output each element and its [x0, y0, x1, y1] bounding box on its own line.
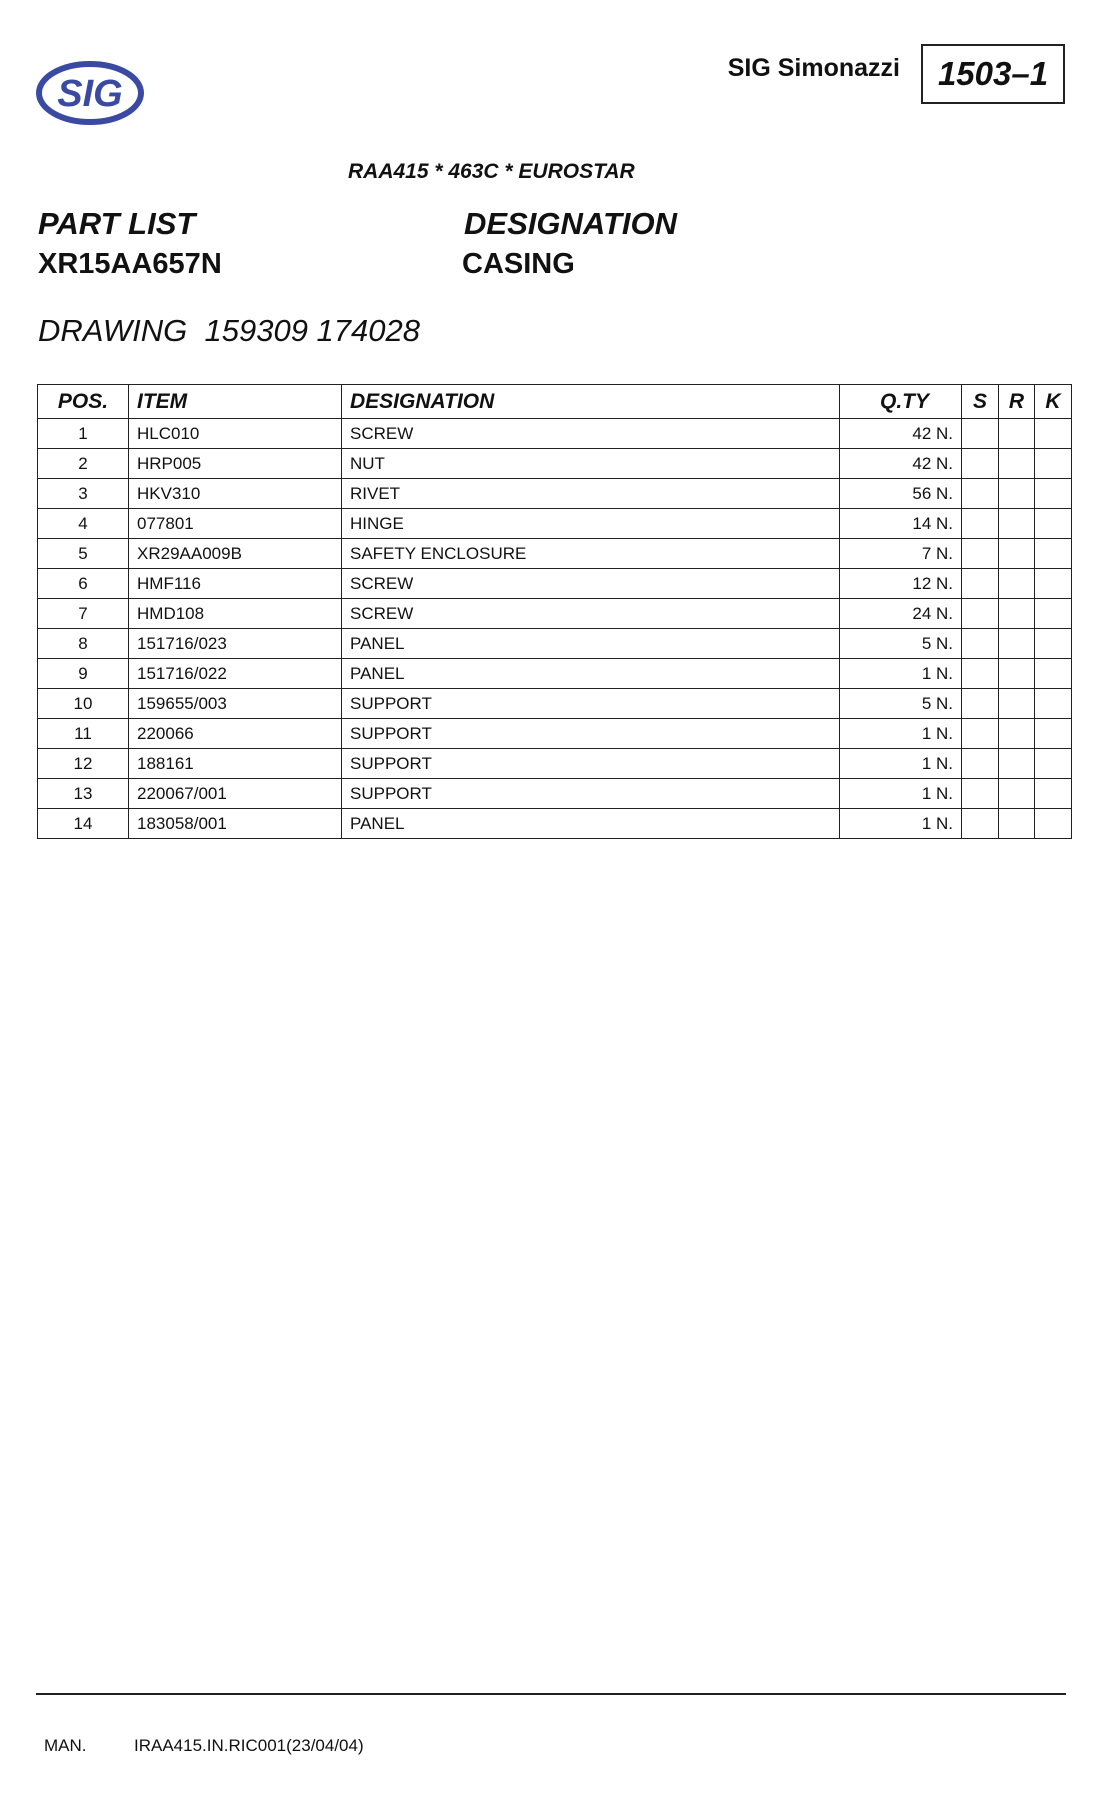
item-cell: 077801: [129, 509, 342, 539]
item-cell: 188161: [129, 749, 342, 779]
item-cell: 220067/001: [129, 779, 342, 809]
table-row: [38, 779, 1072, 809]
k-cell: [1035, 689, 1072, 719]
qty-cell: 24 N.: [840, 599, 962, 629]
k-cell: [1035, 449, 1072, 479]
pos-cell: 3: [38, 479, 129, 509]
designation-cell: SUPPORT: [342, 689, 840, 719]
designation-cell: SCREW: [342, 599, 840, 629]
footer-rule: [36, 1693, 1066, 1695]
s-cell: [962, 569, 999, 599]
s-cell: [962, 809, 999, 839]
part-list-number: XR15AA657N: [38, 248, 222, 280]
designation-cell: PANEL: [342, 629, 840, 659]
designation-cell: RIVET: [342, 479, 840, 509]
item-cell: HKV310: [129, 479, 342, 509]
k-cell: [1035, 629, 1072, 659]
designation-cell: SAFETY ENCLOSURE: [342, 539, 840, 569]
table-row: [38, 629, 1072, 659]
pos-cell: 9: [38, 659, 129, 689]
qty-cell: 42 N.: [840, 419, 962, 449]
designation-cell: SUPPORT: [342, 719, 840, 749]
item-cell: HMF116: [129, 569, 342, 599]
parts-table: [37, 384, 1072, 839]
r-cell: [999, 449, 1035, 479]
qty-cell: 1 N.: [840, 719, 962, 749]
k-cell: [1035, 599, 1072, 629]
designation-cell: SUPPORT: [342, 779, 840, 809]
col-item-header: ITEM: [129, 385, 342, 419]
company-name: SIG Simonazzi: [727, 54, 900, 82]
r-cell: [999, 659, 1035, 689]
r-cell: [999, 539, 1035, 569]
qty-cell: 7 N.: [840, 539, 962, 569]
pos-cell: 1: [38, 419, 129, 449]
s-cell: [962, 539, 999, 569]
designation-cell: SCREW: [342, 569, 840, 599]
qty-cell: 14 N.: [840, 509, 962, 539]
r-cell: [999, 569, 1035, 599]
r-cell: [999, 509, 1035, 539]
qty-cell: 56 N.: [840, 479, 962, 509]
designation-cell: PANEL: [342, 659, 840, 689]
pos-cell: 14: [38, 809, 129, 839]
designation-cell: SCREW: [342, 419, 840, 449]
k-cell: [1035, 419, 1072, 449]
r-cell: [999, 629, 1035, 659]
designation-cell: SUPPORT: [342, 749, 840, 779]
s-cell: [962, 629, 999, 659]
pos-cell: 13: [38, 779, 129, 809]
footer-doc-code: IRAA415.IN.RIC001(23/04/04): [134, 1736, 364, 1755]
pos-cell: 2: [38, 449, 129, 479]
table-row: [38, 749, 1072, 779]
pos-cell: 11: [38, 719, 129, 749]
sig-logo: [36, 60, 144, 126]
s-cell: [962, 659, 999, 689]
r-cell: [999, 479, 1035, 509]
r-cell: [999, 749, 1035, 779]
table-row: [38, 719, 1072, 749]
table-row: [38, 479, 1072, 509]
qty-cell: 5 N.: [840, 689, 962, 719]
col-pos-header: POS.: [38, 385, 129, 419]
pos-cell: 7: [38, 599, 129, 629]
footer-man-label: MAN.: [44, 1736, 87, 1755]
k-cell: [1035, 659, 1072, 689]
table-row: [38, 449, 1072, 479]
page-number-box: [921, 44, 1065, 104]
col-r-header: R: [999, 385, 1035, 419]
k-cell: [1035, 719, 1072, 749]
item-cell: 159655/003: [129, 689, 342, 719]
qty-cell: 1 N.: [840, 779, 962, 809]
col-qty-header: Q.TY: [840, 385, 962, 419]
pos-cell: 12: [38, 749, 129, 779]
table-row: [38, 659, 1072, 689]
table-row: [38, 419, 1072, 449]
r-cell: [999, 779, 1035, 809]
s-cell: [962, 479, 999, 509]
model-line: RAA415 * 463C * EUROSTAR: [348, 160, 635, 183]
table-header-row: [38, 385, 1072, 419]
item-cell: 183058/001: [129, 809, 342, 839]
s-cell: [962, 689, 999, 719]
s-cell: [962, 449, 999, 479]
qty-cell: 1 N.: [840, 659, 962, 689]
item-cell: HRP005: [129, 449, 342, 479]
r-cell: [999, 599, 1035, 629]
qty-cell: 1 N.: [840, 749, 962, 779]
designation-cell: HINGE: [342, 509, 840, 539]
designation-cell: NUT: [342, 449, 840, 479]
r-cell: [999, 689, 1035, 719]
item-cell: 220066: [129, 719, 342, 749]
pos-cell: 5: [38, 539, 129, 569]
k-cell: [1035, 509, 1072, 539]
qty-cell: 12 N.: [840, 569, 962, 599]
part-list-label: PART LIST: [38, 206, 196, 241]
s-cell: [962, 419, 999, 449]
s-cell: [962, 599, 999, 629]
table-row: [38, 809, 1072, 839]
k-cell: [1035, 809, 1072, 839]
table-row: [38, 509, 1072, 539]
page-number: 1503–1: [937, 55, 1049, 92]
item-cell: 151716/022: [129, 659, 342, 689]
k-cell: [1035, 779, 1072, 809]
pos-cell: 8: [38, 629, 129, 659]
table-row: [38, 539, 1072, 569]
table-row: [38, 569, 1072, 599]
item-cell: HLC010: [129, 419, 342, 449]
item-cell: 151716/023: [129, 629, 342, 659]
designation-label: DESIGNATION: [464, 206, 677, 241]
col-designation-header: DESIGNATION: [342, 385, 840, 419]
table-row: [38, 689, 1072, 719]
item-cell: XR29AA009B: [129, 539, 342, 569]
designation-value: CASING: [462, 248, 575, 280]
pos-cell: 4: [38, 509, 129, 539]
item-cell: HMD108: [129, 599, 342, 629]
s-cell: [962, 719, 999, 749]
qty-cell: 5 N.: [840, 629, 962, 659]
table-row: [38, 599, 1072, 629]
k-cell: [1035, 749, 1072, 779]
pos-cell: 6: [38, 569, 129, 599]
k-cell: [1035, 479, 1072, 509]
s-cell: [962, 779, 999, 809]
qty-cell: 42 N.: [840, 449, 962, 479]
col-k-header: K: [1035, 385, 1072, 419]
designation-cell: PANEL: [342, 809, 840, 839]
logo-text: SIG: [57, 73, 123, 115]
qty-cell: 1 N.: [840, 809, 962, 839]
r-cell: [999, 719, 1035, 749]
pos-cell: 10: [38, 689, 129, 719]
s-cell: [962, 749, 999, 779]
drawing-numbers: DRAWING 159309 174028: [38, 313, 420, 348]
k-cell: [1035, 539, 1072, 569]
k-cell: [1035, 569, 1072, 599]
col-s-header: S: [962, 385, 999, 419]
r-cell: [999, 419, 1035, 449]
s-cell: [962, 509, 999, 539]
r-cell: [999, 809, 1035, 839]
